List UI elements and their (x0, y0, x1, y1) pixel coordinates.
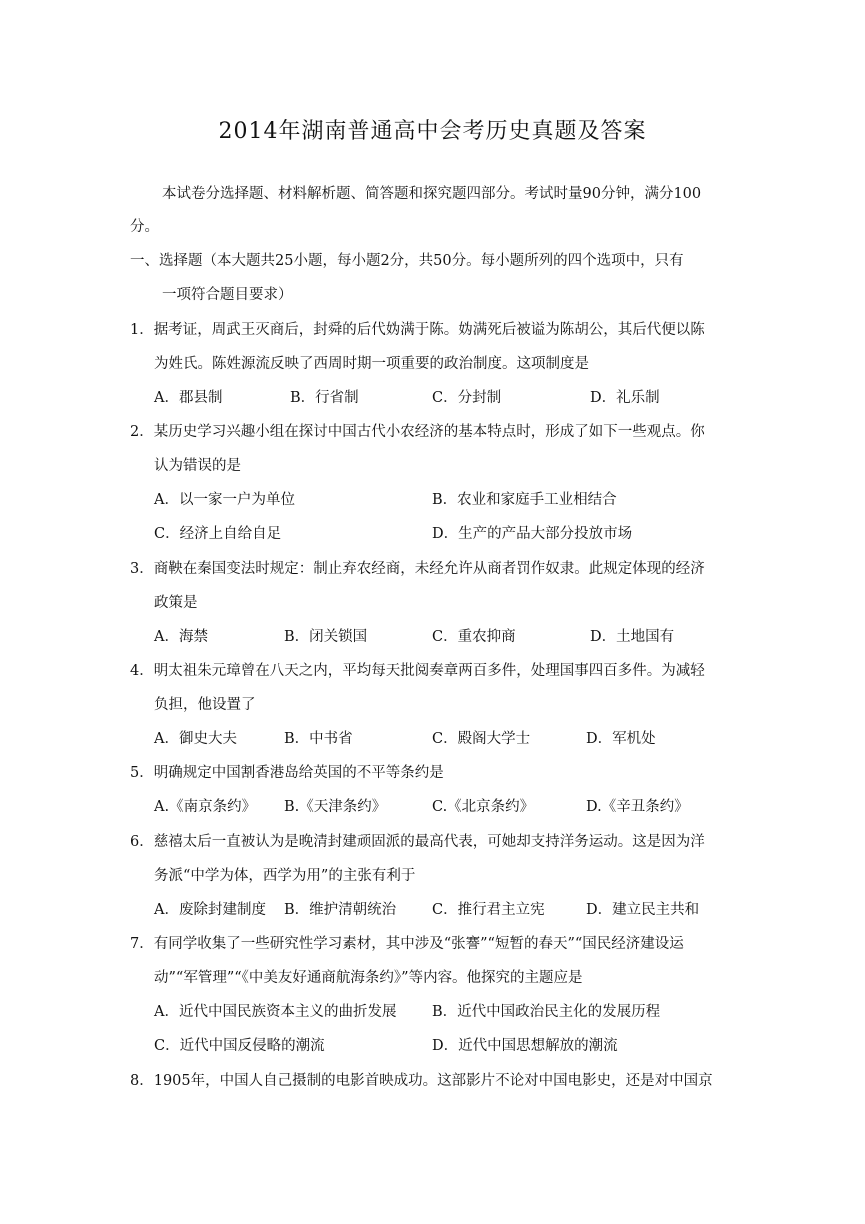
question-1-option-a: A．郡县制 (154, 390, 223, 406)
question-6-option-d: D．建立民主共和 (586, 902, 700, 918)
question-3-option-c: C．重农抑商 (432, 629, 516, 645)
question-7-option-a: A．近代中国民族资本主义的曲折发展 (154, 1004, 397, 1020)
question-5-option-c: C.《北京条约》 (432, 799, 535, 815)
question-4-option-b: B．中书省 (284, 731, 353, 747)
question-6-option-c: C．推行君主立宪 (432, 902, 545, 918)
section-heading-line-2: 一项符合题目要求） (162, 287, 293, 303)
question-2-option-d: D．生产的产品大部分投放市场 (432, 526, 633, 542)
question-5-option-a: A.《南京条约》 (154, 799, 257, 815)
question-6-stem-line-1: 6．慈禧太后一直被认为是晚清封建顽固派的最高代表，可她却支持洋务运动。这是因为洋 (130, 834, 705, 850)
question-6-option-b: B．维护清朝统治 (284, 902, 397, 918)
question-6-option-a: A．废除封建制度 (154, 902, 266, 918)
question-3-option-d: D．土地国有 (590, 629, 675, 645)
question-7-option-d: D．近代中国思想解放的潮流 (432, 1038, 618, 1054)
intro-line-1: 本试卷分选择题、材料解析题、简答题和探究题四部分。考试时量90分钟，满分100 (162, 186, 702, 202)
question-7-stem-line-1: 7．有同学收集了一些研究性学习素材，其中涉及“张謇”“短暂的春天”“国民经济建设运 (130, 936, 684, 952)
question-5-option-d: D.《辛丑条约》 (586, 799, 689, 815)
question-3-option-a: A．海禁 (154, 629, 208, 645)
question-3-option-b: B．闭关锁国 (284, 629, 368, 645)
question-4-option-d: D．军机处 (586, 731, 656, 747)
question-4-stem-line-2: 负担，他设置了 (154, 697, 256, 713)
question-1-stem-line-2: 为姓氏。陈姓源流反映了西周时期一项重要的政治制度。这项制度是 (154, 356, 589, 372)
question-7-option-c: C．近代中国反侵略的潮流 (154, 1038, 325, 1054)
question-4-option-a: A．御史大夫 (154, 731, 237, 747)
page-title: 2014年湖南普通高中会考历史真题及答案 (218, 119, 647, 144)
question-7-option-b: B．近代中国政治民主化的发展历程 (432, 1004, 661, 1020)
question-1-option-b: B．行省制 (290, 390, 359, 406)
section-heading-line-1: 一、选择题（本大题共25小题，每小题2分，共50分。每小题所列的四个选项中，只有 (130, 253, 684, 269)
question-1-option-c: C．分封制 (432, 390, 502, 406)
intro-line-2: 分。 (130, 219, 159, 235)
question-3-stem-line-1: 3．商鞅在秦国变法时规定：制止弃农经商，未经允许从商者罚作奴隶。此规定体现的经济 (130, 561, 705, 577)
question-2-stem-line-1: 2．某历史学习兴趣小组在探讨中国古代小农经济的基本特点时，形成了如下一些观点。你 (130, 424, 705, 440)
question-4-option-c: C．殿阁大学士 (432, 731, 531, 747)
question-2-stem-line-2: 认为错误的是 (154, 458, 241, 474)
question-2-option-c: C．经济上自给自足 (154, 526, 282, 542)
question-3-stem-line-2: 政策是 (154, 595, 198, 611)
question-4-stem-line-1: 4．明太祖朱元璋曾在八天之内，平均每天批阅奏章两百多件，处理国事四百多件。为减轻 (130, 663, 705, 679)
question-2-option-a: A．以一家一户为单位 (154, 492, 295, 508)
question-1-stem-line-1: 1．据考证，周武王灭商后，封舜的后代妫满于陈。妫满死后被谥为陈胡公，其后代便以陈 (130, 322, 705, 338)
question-7-stem-line-2: 动”“军管理”“《中美友好通商航海条约》”等内容。他探究的主题应是 (154, 970, 583, 986)
question-6-stem-line-2: 务派“中学为体，西学为用”的主张有利于 (154, 868, 416, 884)
question-1-option-d: D．礼乐制 (590, 390, 660, 406)
question-8-stem-line-1: 8．1905年，中国人自己摄制的电影首映成功。这部影片不论对中国电影史，还是对中国京 (130, 1073, 713, 1089)
question-2-option-b: B．农业和家庭手工业相结合 (432, 492, 617, 508)
question-5-option-b: B.《天津条约》 (284, 799, 387, 815)
question-5-stem-line-1: 5．明确规定中国割香港岛给英国的不平等条约是 (130, 765, 444, 781)
